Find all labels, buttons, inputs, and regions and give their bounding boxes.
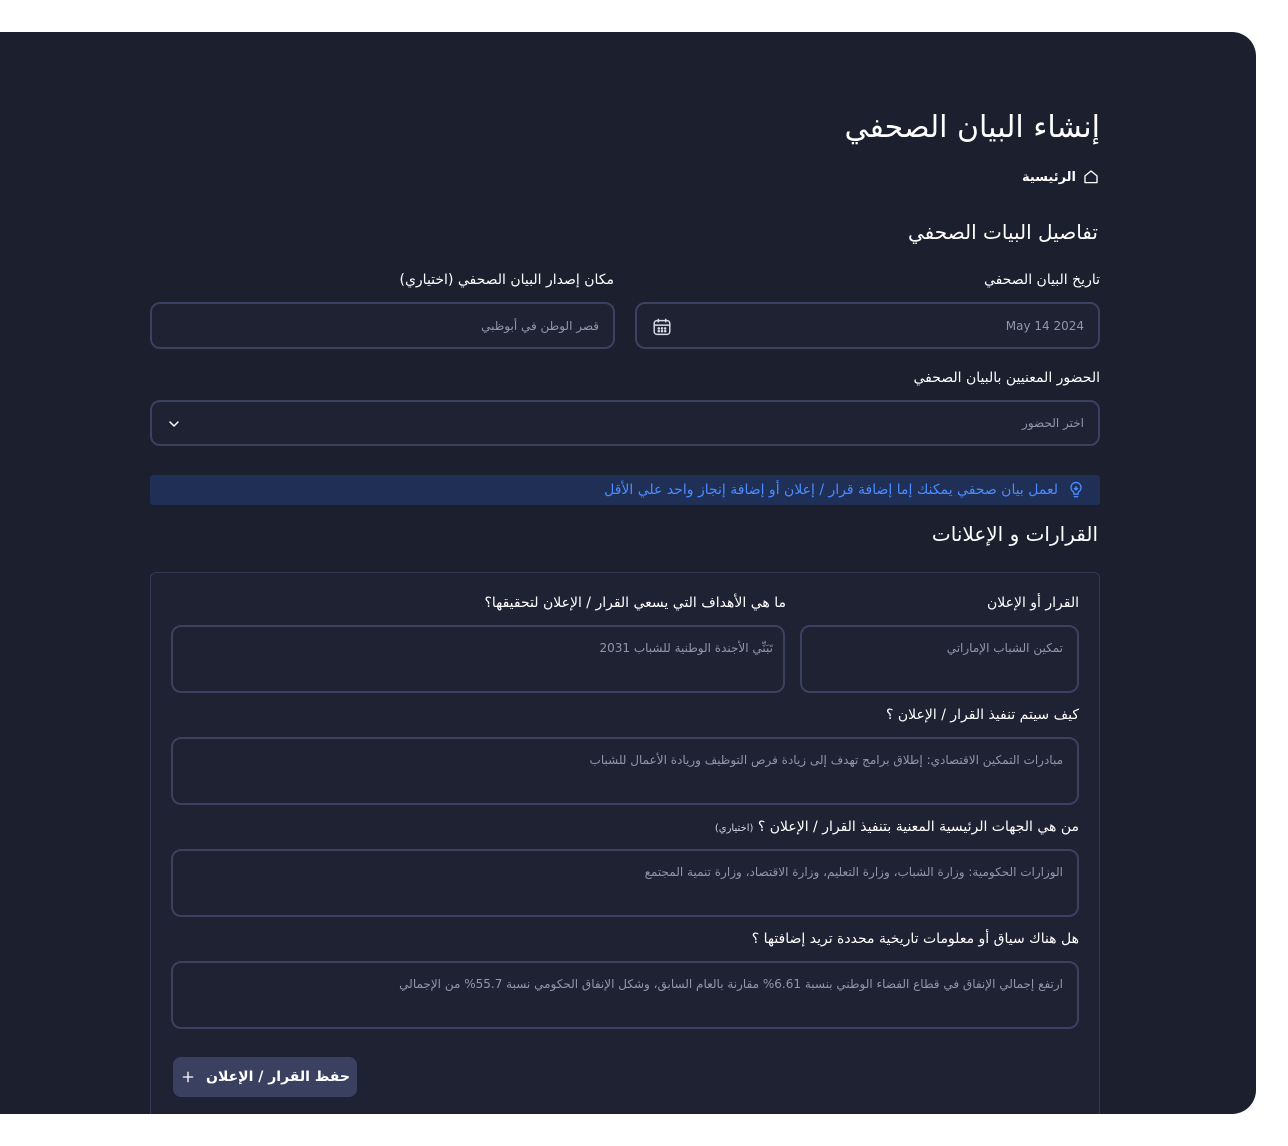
plus-icon [180, 1069, 196, 1085]
decision-input[interactable] [800, 625, 1079, 693]
how-label: كيف سيتم تنفيذ القرار / الإعلان ؟ [886, 707, 1079, 723]
attendees-placeholder: اختر الحضور [1022, 416, 1084, 430]
place-label: مكان إصدار البيان الصحفي (اختياري) [399, 272, 614, 288]
attendees-select[interactable] [150, 400, 1100, 446]
entities-label [715, 819, 1079, 835]
place-field[interactable] [150, 302, 615, 349]
decision-label: القرار أو الإعلان [986, 595, 1079, 611]
calendar-icon[interactable] [651, 316, 673, 338]
context-label: هل هناك سياق أو معلومات تاريخية محددة تريد إضافتها ؟ [751, 931, 1079, 947]
date-field[interactable] [635, 302, 1100, 349]
lightbulb-icon [1066, 480, 1086, 500]
entities-input[interactable] [171, 849, 1079, 917]
chevron-down-icon[interactable] [166, 416, 182, 432]
breadcrumb[interactable] [1022, 168, 1100, 186]
home-icon [1082, 168, 1100, 186]
attendees-label: الحضور المعنيين بالبيان الصحفي [913, 370, 1100, 386]
info-banner [150, 475, 1100, 505]
date-label: تاريخ البيان الصحفي [984, 272, 1100, 288]
date-value: May 14 2024 [1005, 318, 1084, 333]
how-input[interactable] [171, 737, 1079, 805]
how-value: مبادرات التمكين الاقتصادي: إطلاق برامج تهدف إلى زيادة فرص التوظيف وريادة الأعمال للشباب [589, 753, 1063, 767]
details-section-title: تفاصيل البيات الصحفي [908, 220, 1098, 244]
page-title: إنشاء البيان الصحفي [844, 110, 1100, 145]
info-banner-text: لعمل بيان صحفي يمكنك إما إضافة قرار / إعلان أو إضافة إنجاز واحد علي الأقل [604, 482, 1058, 498]
decision-card [150, 572, 1100, 1114]
context-input[interactable] [171, 961, 1079, 1029]
goals-input[interactable] [171, 625, 785, 693]
save-decision-label: حفظ القرار / الإعلان [206, 1069, 350, 1085]
entities-label-text: من هي الجهات الرئيسية المعنية بتنفيذ القرار / الإعلان ؟ [757, 819, 1079, 835]
entities-value: الوزارات الحكومية: وزارة الشباب، وزارة التعليم، وزارة الاقتصاد، وزارة تنمية المجتمع [644, 865, 1063, 879]
save-decision-button[interactable] [173, 1057, 357, 1097]
goals-label: ما هي الأهداف التي يسعي القرار / الإعلان لتحقيقها؟ [484, 595, 786, 611]
goals-value: تَبَنِّي الأجندة الوطنية للشباب 2031 [599, 641, 773, 655]
decision-value: تمكين الشباب الإماراتي [946, 641, 1063, 655]
place-value: قصر الوطن في أبوظبي [481, 318, 599, 333]
context-value: ارتفع إجمالي الإنفاق في قطاع الفضاء الوطني بنسبة 6.61% مقارنة بالعام السابق، وشكل الإنفاق الحكومي نسبة 55.7% من الإجمالي [399, 977, 1063, 991]
main-panel [0, 32, 1256, 1114]
entities-optional-tag: (اختياري) [714, 823, 754, 834]
breadcrumb-home-label[interactable]: الرئيسية [1021, 169, 1076, 185]
decisions-section-title: القرارات و الإعلانات [931, 522, 1098, 546]
